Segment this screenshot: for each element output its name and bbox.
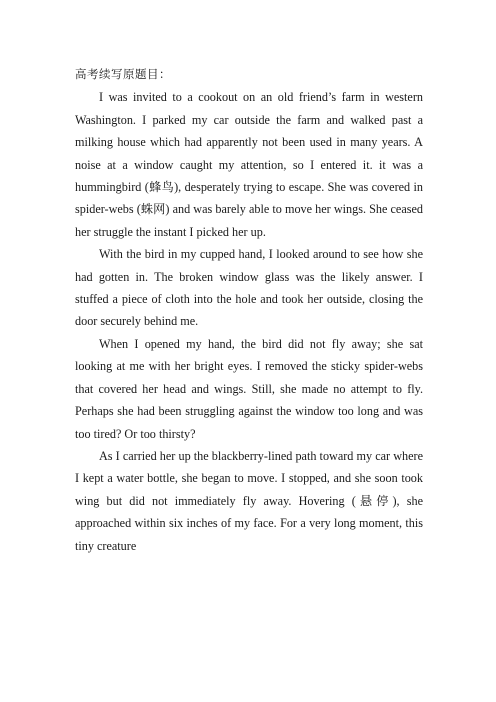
document-body — [75, 64, 423, 557]
paragraph-2: With the bird in my cupped hand, I looked around to see how she had gotten in. The broken window glass was the likely answer. I stuffed a piece of cloth into the hole and took her outside, closing the door securely behind me. — [75, 247, 423, 329]
paragraph-3: When I opened my hand, the bird did not fly away; she sat looking at me with her bright eyes. I removed the sticky spider-webs that covered her head and wings. Still, she made no attempt to fly. Perhaps she had been struggling against the window too long and was too tired? Or too thirsty? — [75, 336, 423, 441]
paragraph-1: I was invited to a cookout on an old friend’s farm in western Washington. I parked my car outside the farm and walked past a milking house which had apparently not been used in many years. A noise at a window caught my attention, so I entered it. it was a hummingbird (蜂鸟), desperately trying to escape. She was covered in spider-webs (蛛网) and was barely able to move her wings. She ceased her struggle the instant I picked her up. — [75, 90, 423, 239]
paragraph-4: As I carried her up the blackberry-lined path toward my car where I kept a water bottle, she began to move. I stopped, and she soon took wing but did not immediately fly away. Hovering (悬停), she approached within six inches of my face. For a very long moment, this tiny creature — [75, 448, 423, 553]
document-heading: 高考续写原题目： — [75, 69, 171, 81]
